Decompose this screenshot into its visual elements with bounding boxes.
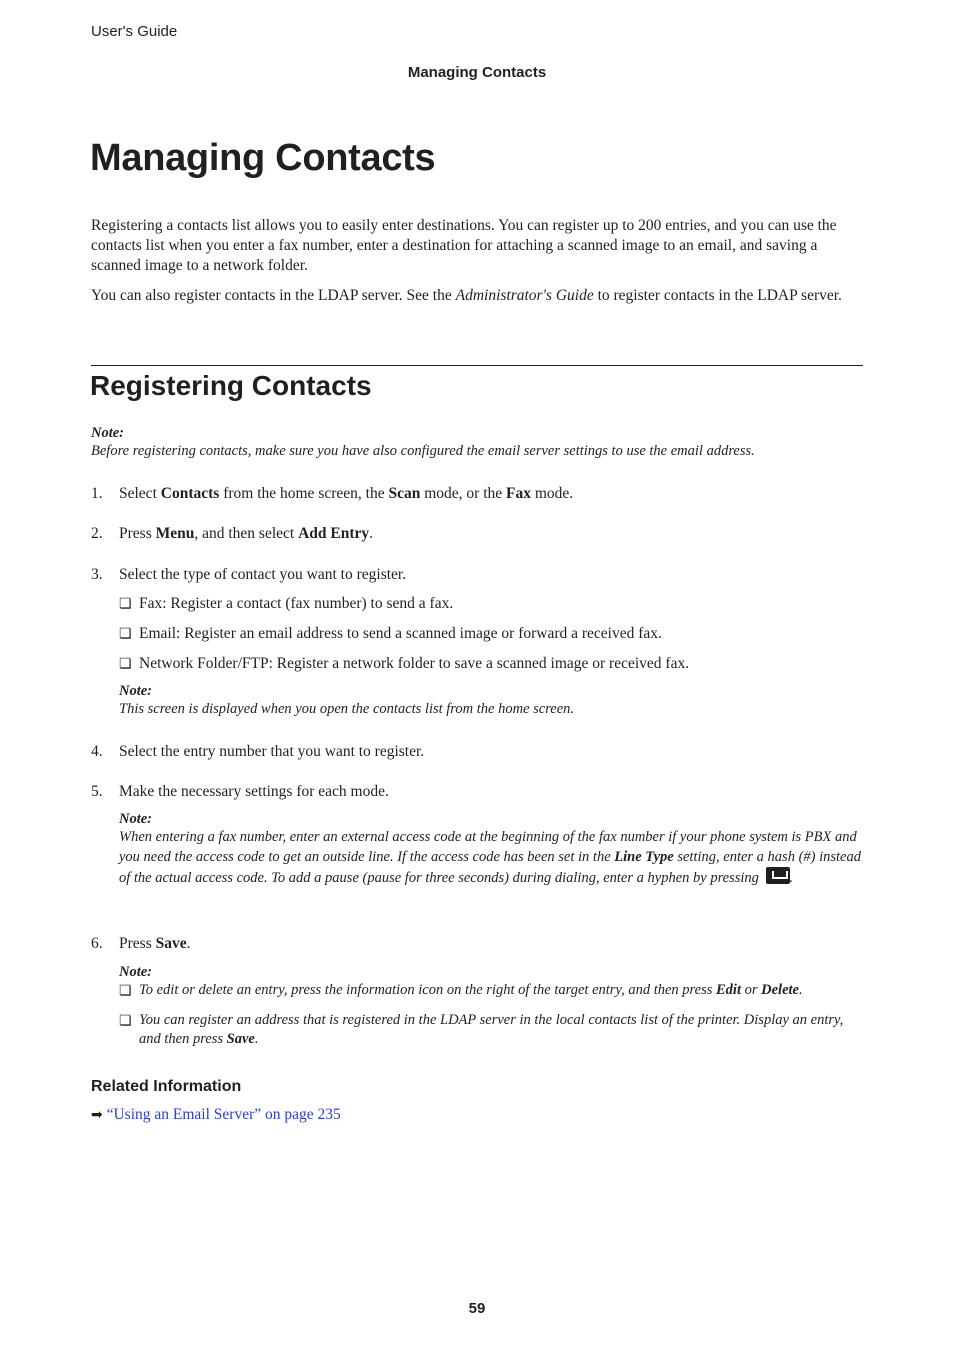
line-type-keyword: Line Type — [614, 848, 674, 865]
note-box-5 — [119, 811, 861, 889]
checkbox-bullet-icon: ❏ — [119, 984, 132, 999]
step-text: from the home screen, the — [219, 485, 389, 502]
page-number: 59 — [468, 1300, 486, 1317]
email-server-link[interactable]: “Using an Email Server” on page 235 — [106, 1106, 341, 1123]
note-text-part: To edit or delete an entry, press the information icon on the right of the target entry, and then press — [139, 982, 716, 998]
intro-p2-text: You can also register contacts in the LDAP server. See the — [91, 287, 456, 304]
checkbox-bullet-icon: ❏ — [119, 597, 132, 612]
note-text: Before registering contacts, make sure you have also configured the email server settings to use the email address. — [91, 443, 755, 459]
note-box-3 — [119, 683, 859, 720]
contact-type-fax — [119, 594, 859, 614]
save-keyword: Save — [226, 1031, 255, 1047]
arrow-right-icon: ➡ — [91, 1108, 103, 1123]
fax-keyword: Fax — [506, 485, 531, 502]
step-text: Select the type of contact you want to register. — [119, 566, 407, 583]
step-number: 6. — [91, 935, 103, 952]
step-2 — [91, 524, 861, 544]
delete-keyword: Delete — [761, 982, 799, 998]
section-title: Registering Contacts — [90, 370, 372, 401]
note-text-part: setting, enter a hash (#) instead of the actual access code. To add a pause (pause for three seconds) during dialing, enter a hyphen by pressing — [119, 848, 861, 886]
step-1 — [91, 484, 861, 504]
intro-paragraph-2 — [91, 286, 856, 306]
step-5 — [91, 782, 861, 802]
step-number: 2. — [91, 525, 103, 542]
contacts-keyword: Contacts — [160, 485, 220, 502]
note-text-part: or — [740, 982, 762, 998]
note-text — [119, 828, 861, 889]
step-text: Select the entry number that you want to register. — [119, 743, 425, 760]
edit-keyword: Edit — [716, 982, 741, 998]
step-text: Press — [119, 525, 156, 542]
note-text: This screen is displayed when you open the contacts list from the home screen. — [119, 701, 575, 717]
admin-guide-reference: Administrator's Guide — [455, 287, 594, 304]
step-3 — [91, 565, 861, 585]
step-text: , and then select — [194, 525, 299, 542]
checkbox-bullet-icon: ❏ — [119, 1013, 132, 1029]
step-text: Select — [119, 485, 161, 502]
add-entry-keyword: Add Entry — [298, 525, 370, 542]
step-4 — [91, 742, 861, 762]
running-title: Managing Contacts — [407, 64, 547, 81]
note-label: Note: — [119, 811, 153, 827]
note-text-part: . — [789, 870, 794, 886]
note-box-1 — [91, 425, 861, 462]
note-text-part: You can register an address that is registered in the LDAP server in the local contacts list of the printer. Display an entry, and then press — [139, 1011, 844, 1047]
step-number: 5. — [91, 783, 103, 800]
note-box-6 — [119, 964, 861, 1050]
save-keyword: Save — [155, 935, 187, 952]
step-number: 4. — [91, 743, 103, 760]
step-text: Make the necessary settings for each mode. — [119, 783, 389, 800]
step-number: 1. — [91, 485, 103, 502]
bullet-text: Fax: Register a contact (fax number) to send a fax. — [139, 595, 454, 612]
note-text-part: . — [254, 1031, 259, 1047]
step-text: Press — [119, 935, 156, 952]
related-information-heading: Related Information — [91, 1078, 242, 1095]
step-text: . — [186, 935, 191, 952]
note-bullet-2 — [119, 1011, 861, 1050]
step-text: mode. — [530, 485, 574, 502]
checkbox-bullet-icon: ❏ — [119, 657, 132, 672]
step-number: 3. — [91, 566, 103, 583]
step-text: . — [369, 525, 374, 542]
step-6 — [91, 934, 861, 954]
note-label: Note: — [91, 425, 125, 441]
page-title: Managing Contacts — [90, 137, 436, 179]
note-label: Note: — [119, 683, 153, 699]
note-bullet-1 — [119, 981, 861, 1001]
note-label: Note: — [119, 964, 153, 980]
contact-type-network-folder — [119, 654, 859, 674]
intro-paragraph-1: Registering a contacts list allows you to easily enter destinations. You can register up to 200 entries, and you can use the contacts list when you enter a fax number, enter a destination for attaching a scanned image to an email, and saving a scanned image to a network folder. — [91, 217, 837, 274]
intro-p2-text-end: to register contacts in the LDAP server. — [593, 287, 842, 304]
step-text: mode, or the — [420, 485, 507, 502]
note-text-part: When entering a fax number, enter an external access code at the beginning of the fax number if your phone system is PBX and you need the access code to get an outside line. If the access code has been set in the — [119, 829, 857, 865]
bullet-text: Email: Register an email address to send a scanned image or forward a received fax. — [139, 625, 662, 642]
related-link-row — [91, 1106, 341, 1124]
note-text-part: . — [798, 982, 803, 998]
checkbox-bullet-icon: ❏ — [119, 627, 132, 642]
section-divider — [91, 365, 863, 366]
pause-hyphen-key-icon — [766, 867, 790, 884]
scan-keyword: Scan — [388, 485, 421, 502]
guide-label: User's Guide — [91, 23, 178, 40]
menu-keyword: Menu — [155, 525, 195, 542]
bullet-text: Network Folder/FTP: Register a network folder to save a scanned image or received fax. — [139, 655, 690, 672]
contact-type-email — [119, 624, 859, 644]
